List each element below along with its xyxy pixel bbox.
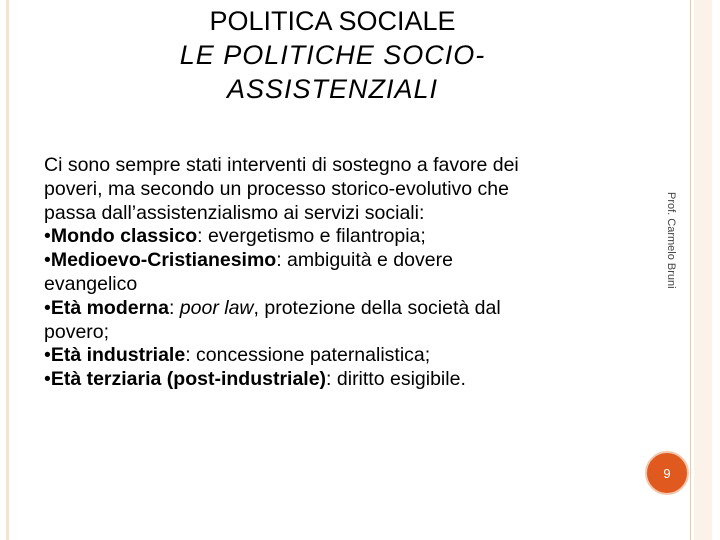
bullet-colon: : xyxy=(168,296,175,319)
bullet-term: Età terziaria (post-industriale) xyxy=(50,368,327,391)
bullet-item xyxy=(44,368,669,392)
bullet-term: Mondo classico xyxy=(50,225,198,248)
bullet-colon: : xyxy=(197,225,203,248)
title-line-3: ASSISTENZIALI xyxy=(226,74,439,104)
bullet-continuation: evangelico xyxy=(44,272,138,295)
intro-line: Ci sono sempre stati interventi di sostegno a favore dei xyxy=(44,154,519,176)
slide-frame-left xyxy=(6,0,9,540)
bullet-continuation: povero; xyxy=(44,320,110,343)
slide-frame-divider xyxy=(690,0,691,540)
bullet-marker: • xyxy=(44,249,51,272)
bullet-text: evergetismo e filantropia; xyxy=(202,225,426,248)
bullet-item xyxy=(44,297,669,321)
bullet-term: Età industriale xyxy=(50,344,186,367)
bullet-colon: : xyxy=(276,249,282,272)
bullet-marker: • xyxy=(44,296,51,319)
bullet-text: , protezione della società dal xyxy=(253,296,501,319)
intro-line: poveri, ma secondo un processo storico-evolutivo che xyxy=(44,177,509,200)
slide-frame-right xyxy=(694,0,712,540)
bullet-italic: poor law xyxy=(179,296,254,319)
bullet-item xyxy=(44,225,669,249)
bullet-item xyxy=(44,249,669,273)
bullet-text: concessione paternalistica; xyxy=(190,344,431,367)
title-line-2: LE POLITICHE SOCIO- xyxy=(179,40,486,70)
bullet-term: Età moderna xyxy=(50,296,169,319)
bullet-marker: • xyxy=(44,368,51,391)
bullet-marker: • xyxy=(44,344,51,367)
bullet-term: Medioevo-Cristianesimo xyxy=(50,249,277,272)
page-number-badge xyxy=(645,451,689,495)
bullet-marker: • xyxy=(44,225,51,248)
intro-line: passa dall’assistenzialismo ai servizi sociali: xyxy=(44,201,425,224)
author-side-label: Prof. Carmelo Bruni xyxy=(665,192,677,289)
bullet-colon: : xyxy=(185,344,191,367)
bullet-item xyxy=(44,344,669,368)
bullet-colon: : xyxy=(326,368,332,391)
page-number: 9 xyxy=(663,465,671,481)
slide-title xyxy=(110,4,555,106)
bullet-text: diritto esigibile. xyxy=(331,368,466,391)
bullet-text: ambiguità e dovere xyxy=(281,249,453,272)
slide-body xyxy=(44,154,669,392)
title-line-1: POLITICA SOCIALE xyxy=(209,6,456,36)
